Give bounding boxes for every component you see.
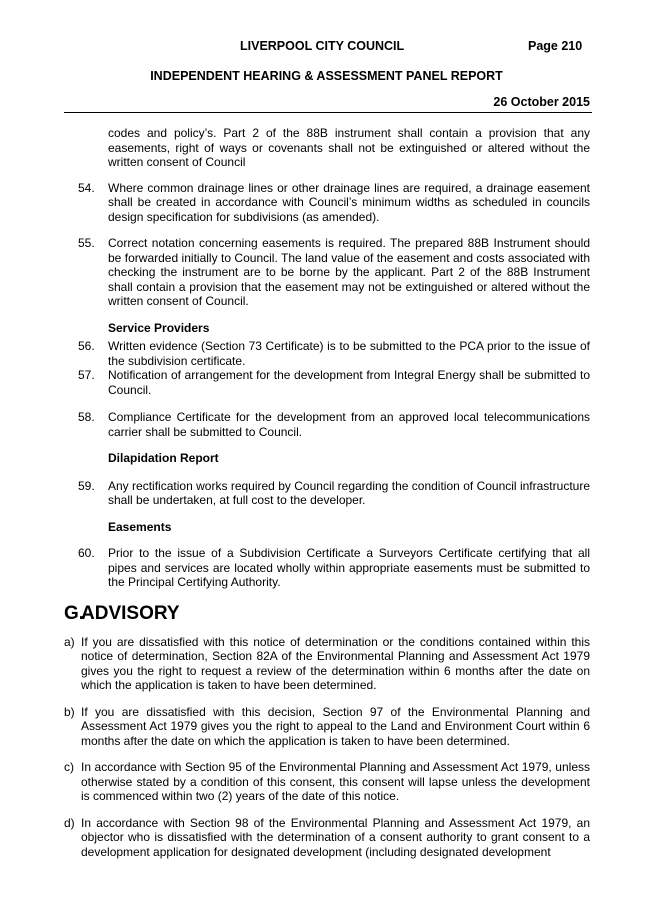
advisory-item <box>0 635 653 693</box>
condition-text: Any rectification works required by Council regarding the condition of Council infrastructure shall be undertaken, at full cost to the developer. <box>108 478 590 507</box>
page-number: Page 210 <box>528 39 583 53</box>
condition-number: 59. <box>78 478 95 493</box>
advisory-text: If you are dissatisfied with this notice of determination or the conditions contained within this notice of determination, Section 82A of the Environmental Planning and Assessment Act 1979 gives you the right to request a review of the determination within 6 months after the date on which the application is taken to have been determined. <box>81 634 590 692</box>
condition-text: Compliance Certificate for the development from an approved local telecommunications carrier shall be submitted to Council. <box>108 410 590 439</box>
condition-number: 56. <box>78 339 95 353</box>
condition-number: 57. <box>78 368 95 382</box>
condition-text: Notification of arrangement for the development from Integral Energy shall be submitted to Council. <box>108 368 590 397</box>
condition-text: Correct notation concerning easements is required. The prepared 88B Instrument should be forwarded initially to Council. The land value of the easement and costs associated with checking the instrument are to be borne by the applicant. Part 2 of the 88B Instrument shall contain a provision that the easement may not be extinguished or altered without the written consent of Council. <box>108 236 590 308</box>
condition-item <box>0 236 653 309</box>
condition-item <box>0 546 653 590</box>
document-body <box>0 126 653 859</box>
section-letter: G. <box>64 602 85 624</box>
advisory-text: In accordance with Section 98 of the Environmental Planning and Assessment Act 1979, an objector who is dissatisfied with the determination of a consent authority to grant consent to a development application for designated development (including designated development <box>81 815 590 859</box>
report-date: 26 October 2015 <box>493 95 590 109</box>
header-divider <box>64 112 592 113</box>
condition-number: 60. <box>78 546 95 560</box>
continuation-text: codes and policy’s. Part 2 of the 88B instrument shall contain a provision that any easements, right of ways or covenants shall not be extinguished or altered without the written consent of Council <box>108 126 590 169</box>
section-title: ADVISORY <box>81 602 180 624</box>
advisory-item <box>0 760 653 804</box>
advisory-letter: d) <box>64 815 75 830</box>
condition-number: 58. <box>78 410 95 424</box>
condition-item <box>0 339 653 368</box>
condition-number: 55. <box>78 236 95 250</box>
condition-item <box>0 410 653 439</box>
condition-text: Prior to the issue of a Subdivision Certificate a Surveyors Certificate certifying that all pipes and services are located wholly within appropriate easements must be submitted to the Principal Certifying Authority. <box>108 546 590 589</box>
advisory-item <box>0 705 653 749</box>
subheading-service-providers: Service Providers <box>108 320 210 335</box>
subheading-easements: Easements <box>108 519 172 534</box>
section-heading <box>0 603 653 625</box>
continuation-paragraph <box>0 126 653 170</box>
report-title: INDEPENDENT HEARING & ASSESSMENT PANEL REPORT <box>150 69 503 83</box>
advisory-letter: a) <box>64 634 75 649</box>
condition-item <box>0 368 653 397</box>
condition-text: Where common drainage lines or other drainage lines are required, a drainage easement shall be created in accordance with Council’s minimum widths as scheduled in councils design specification for subdivisions (as amended). <box>108 180 590 224</box>
advisory-letter: c) <box>64 760 74 774</box>
condition-text: Written evidence (Section 73 Certificate) is to be submitted to the PCA prior to the issue of the subdivision certificate. <box>108 339 590 368</box>
condition-item <box>0 181 653 225</box>
condition-number: 54. <box>78 180 95 195</box>
advisory-text: If you are dissatisfied with this decision, Section 97 of the Environmental Planning and Assessment Act 1979 gives you the right to appeal to the Land and Environment Court within 6 months after the date on which the application is taken to have been determined. <box>81 704 590 748</box>
subheading-dilapidation: Dilapidation Report <box>108 451 219 465</box>
condition-item <box>0 479 653 508</box>
advisory-text: In accordance with Section 95 of the Environmental Planning and Assessment Act 1979, unless otherwise stated by a condition of this consent, this consent will lapse unless the development is commenced within two (2) years of the date of this notice. <box>81 760 590 803</box>
advisory-letter: b) <box>64 704 75 719</box>
council-name: LIVERPOOL CITY COUNCIL <box>240 39 405 53</box>
advisory-item <box>0 816 653 860</box>
